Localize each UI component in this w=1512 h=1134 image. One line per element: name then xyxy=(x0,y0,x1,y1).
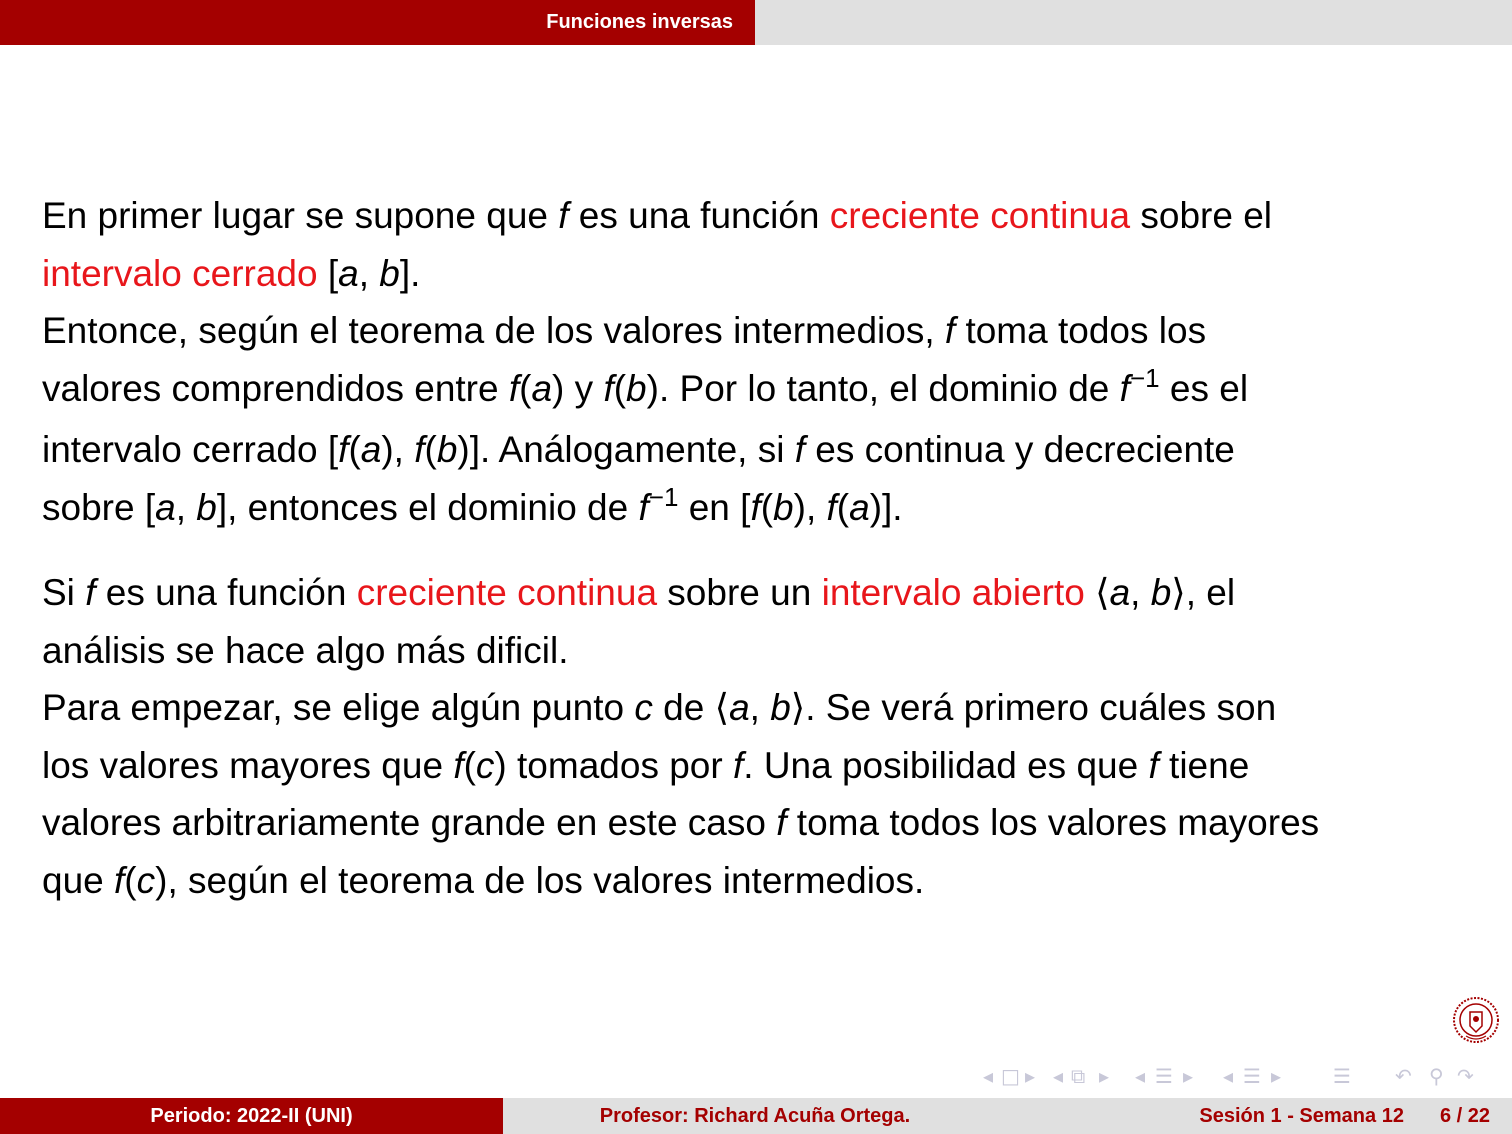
session-label: Sesión 1 - Semana 12 xyxy=(1199,1104,1404,1127)
text: ( xyxy=(760,486,774,528)
math: f xyxy=(1148,744,1159,786)
text: ]. xyxy=(882,486,903,528)
text: tomados por xyxy=(506,744,733,786)
nav-next-frame-icon[interactable]: ▸ xyxy=(1025,1064,1036,1088)
math: a xyxy=(155,486,176,528)
text: Si xyxy=(42,572,86,613)
math: f xyxy=(114,859,125,901)
highlight-text: intervalo abierto xyxy=(821,572,1085,613)
text: ( xyxy=(348,429,361,470)
math: b xyxy=(196,486,217,528)
subsection-icon[interactable]: ⧉ xyxy=(1071,1064,1086,1088)
math: f xyxy=(558,195,569,236)
math: f xyxy=(944,310,956,351)
text: ( xyxy=(463,744,476,786)
text: ⟩ xyxy=(1171,572,1186,613)
nav-prev-subsection-icon[interactable]: ◂ xyxy=(1053,1064,1064,1088)
text: . Por lo tanto, el dominio de xyxy=(658,367,1120,409)
math: a xyxy=(531,367,553,409)
text: ) xyxy=(381,429,394,470)
math: f xyxy=(776,802,787,843)
nav-prev-section-icon[interactable]: ◂ xyxy=(1135,1064,1146,1088)
toc-icon[interactable]: ☰ xyxy=(1243,1064,1261,1088)
math: c xyxy=(634,687,653,728)
text: los valores mayores que xyxy=(42,744,454,786)
footer-period: Periodo: 2022-II (UNI) xyxy=(0,1098,503,1134)
text: ], entonces el dominio de xyxy=(216,486,639,528)
math: f xyxy=(638,486,649,528)
superscript: −1 xyxy=(648,481,679,512)
paragraph-2 xyxy=(42,564,1482,909)
slide-content xyxy=(42,187,1482,909)
text: ]. Análogamente, si xyxy=(469,429,795,470)
highlight-text: intervalo cerrado xyxy=(42,252,318,294)
text: en [ xyxy=(678,486,751,528)
text: Para empezar, se elige algún punto xyxy=(42,687,635,728)
text: , el xyxy=(1185,572,1236,613)
math: c xyxy=(136,859,156,901)
nav-next-subsection-icon[interactable]: ▸ xyxy=(1099,1064,1110,1088)
text: ) xyxy=(457,429,470,470)
text: ) xyxy=(494,744,507,786)
university-seal-logo-icon xyxy=(1452,992,1500,1048)
text: [ xyxy=(317,252,339,294)
text: es una función xyxy=(95,572,357,613)
text: sobre [ xyxy=(42,486,156,528)
search-icon[interactable]: ⚲ xyxy=(1429,1064,1444,1088)
text: , xyxy=(805,486,827,528)
text: intervalo cerrado [ xyxy=(42,429,339,470)
text: ) xyxy=(646,367,659,409)
math: a xyxy=(360,429,382,470)
math: a xyxy=(338,252,359,294)
math: f xyxy=(453,744,464,786)
text: ) xyxy=(552,367,565,409)
paragraph-1 xyxy=(42,187,1482,540)
text: ) xyxy=(155,859,168,901)
math: a xyxy=(729,687,750,728)
header-filler xyxy=(755,0,1512,45)
text: toma todos los valores mayores xyxy=(786,802,1320,843)
outline-icon[interactable]: ☰ xyxy=(1333,1064,1351,1088)
math: b xyxy=(379,252,400,294)
text: valores arbitrariamente grande en este caso xyxy=(42,802,777,843)
frame-icon[interactable]: □ xyxy=(1001,1064,1020,1088)
text: que xyxy=(42,859,115,901)
highlight-text: creciente continua xyxy=(356,572,658,613)
math: f xyxy=(732,744,744,786)
text: de xyxy=(652,687,715,728)
math: f xyxy=(603,367,614,409)
text: ( xyxy=(519,367,532,409)
math: f xyxy=(338,429,349,470)
page-number: 6 / 22 xyxy=(1439,1104,1490,1127)
forward-icon[interactable]: ↷ xyxy=(1457,1064,1474,1088)
math: b xyxy=(773,486,794,528)
text: Entonce, según el teorema de los valores intermedios, xyxy=(42,310,945,351)
math: b xyxy=(436,429,458,470)
math: f xyxy=(85,572,96,613)
text: ⟨ xyxy=(1084,572,1110,613)
nav-next-toc-icon[interactable]: ▸ xyxy=(1271,1064,1282,1088)
text: valores comprendidos entre xyxy=(42,367,509,409)
text: , xyxy=(175,486,197,528)
text: ( xyxy=(613,367,627,409)
section-icon[interactable]: ☰ xyxy=(1155,1064,1173,1088)
header-bar xyxy=(0,0,1512,45)
text: y xyxy=(564,367,604,409)
text: . Se verá primero cuáles son xyxy=(805,687,1277,728)
text: , xyxy=(393,429,415,470)
footer-bar xyxy=(0,1098,1512,1134)
text: toma todos los xyxy=(955,310,1207,351)
math: f xyxy=(750,486,761,528)
math: b xyxy=(626,367,647,409)
math: b xyxy=(770,687,791,728)
math: a xyxy=(1109,572,1131,613)
text: ) xyxy=(869,486,883,528)
text: análisis se hace algo más dificil. xyxy=(42,629,569,671)
math: c xyxy=(475,744,495,786)
math: a xyxy=(849,486,870,528)
nav-prev-toc-icon[interactable]: ◂ xyxy=(1223,1064,1234,1088)
text: ( xyxy=(424,429,437,470)
text: ( xyxy=(124,859,137,901)
footer-session xyxy=(1007,1098,1512,1134)
math: f xyxy=(508,367,520,409)
back-icon[interactable]: ↶ xyxy=(1395,1064,1412,1088)
math: f xyxy=(1119,367,1130,409)
text: ⟨ xyxy=(714,687,730,728)
text: es el xyxy=(1159,367,1249,409)
nav-prev-frame-icon[interactable]: ◂ xyxy=(983,1064,994,1088)
math: b xyxy=(1150,572,1172,613)
math: f xyxy=(794,429,806,470)
text: En primer lugar se supone que xyxy=(42,195,559,236)
text: , según el teorema de los valores intermedios. xyxy=(167,859,925,901)
text: , xyxy=(749,687,771,728)
text: sobre un xyxy=(657,572,822,613)
text: . Una posibilidad es que xyxy=(743,744,1149,786)
section-title: Funciones inversas xyxy=(0,0,755,45)
superscript: −1 xyxy=(1129,362,1160,393)
footer-professor: Profesor: Richard Acuña Ortega. xyxy=(503,1098,1007,1134)
text: ⟩ xyxy=(790,687,806,728)
text: ) xyxy=(793,486,806,528)
highlight-text: creciente continua xyxy=(829,195,1131,236)
text: tiene xyxy=(1158,744,1250,786)
text: ]. xyxy=(399,252,421,294)
text: sobre el xyxy=(1130,195,1273,236)
math: f xyxy=(826,486,837,528)
text: , xyxy=(1130,572,1151,613)
text: ( xyxy=(836,486,850,528)
beamer-navigation xyxy=(983,1062,1503,1090)
text: , xyxy=(358,252,380,294)
nav-next-section-icon[interactable]: ▸ xyxy=(1183,1064,1194,1088)
text: es una función xyxy=(568,195,830,236)
text: es continua y decreciente xyxy=(805,429,1235,470)
math: f xyxy=(414,429,425,470)
